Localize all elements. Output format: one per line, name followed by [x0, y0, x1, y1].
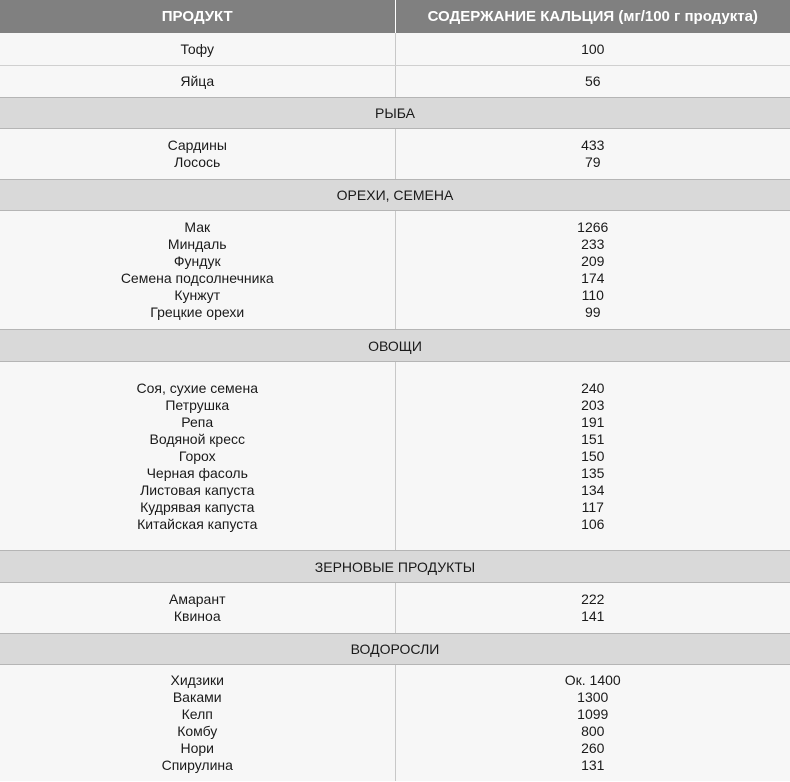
product-name: Миндаль — [167, 236, 227, 252]
product-name: Китайская капуста — [137, 515, 258, 532]
header-calcium: СОДЕРЖАНИЕ КАЛЬЦИЯ (мг/100 г продукта) — [427, 8, 758, 25]
table-row — [0, 66, 790, 97]
calcium-value: 1266 — [577, 219, 609, 235]
calcium-value: 117 — [581, 498, 604, 515]
section-group — [0, 211, 790, 329]
product-name: Кунжут — [174, 287, 221, 303]
calcium-value: 233 — [581, 236, 605, 252]
calcium-value: Ок. 1400 — [564, 672, 621, 688]
section-header: ОРЕХИ, СЕМЕНА — [0, 179, 790, 211]
calcium-value: 131 — [581, 757, 605, 773]
calcium-value: 1099 — [577, 706, 609, 722]
header-product: ПРОДУКТ — [0, 0, 396, 33]
section-group — [0, 665, 790, 781]
calcium-value: 99 — [584, 304, 601, 320]
calcium-value: 203 — [581, 396, 605, 413]
product-name: Тофу — [180, 40, 215, 57]
section-header: ОВОЩИ — [0, 329, 790, 362]
calcium-value: 191 — [581, 413, 605, 430]
product-name: Ваками — [172, 689, 222, 705]
product-name: Спирулина — [161, 757, 233, 773]
product-name: Мак — [184, 219, 211, 235]
calcium-value: 151 — [581, 430, 605, 447]
product-name: Фундук — [173, 253, 221, 269]
product-name: Грецкие орехи — [150, 304, 245, 320]
product-name: Хидзики — [170, 672, 224, 688]
calcium-value: 260 — [581, 740, 605, 756]
calcium-value: 135 — [581, 464, 605, 481]
product-name: Амарант — [169, 591, 226, 607]
calcium-value: 240 — [581, 379, 605, 396]
calcium-value: 800 — [581, 723, 605, 739]
calcium-value: 209 — [581, 253, 605, 269]
calcium-value: 433 — [581, 137, 605, 153]
calcium-value: 150 — [581, 447, 605, 464]
table-row — [0, 33, 790, 65]
product-name: Соя, сухие семена — [136, 379, 258, 396]
product-name: Квиноа — [173, 608, 221, 624]
section-header: ЗЕРНОВЫЕ ПРОДУКТЫ — [0, 550, 790, 583]
product-name: Яйца — [180, 73, 215, 89]
product-name: Комбу — [177, 723, 218, 739]
product-name: Семена подсолнечника — [120, 270, 274, 286]
calcium-value: 110 — [581, 287, 604, 303]
product-name: Лосось — [174, 154, 221, 170]
calcium-value: 141 — [581, 608, 605, 624]
product-name: Водяной кресс — [149, 430, 245, 447]
product-name: Репа — [181, 413, 214, 430]
calcium-value: 1300 — [577, 689, 609, 705]
calcium-value: 222 — [581, 591, 605, 607]
product-name: Петрушка — [165, 396, 230, 413]
product-name: Нори — [180, 740, 214, 756]
section-group — [0, 362, 790, 550]
calcium-value: 56 — [584, 73, 601, 89]
product-name: Черная фасоль — [146, 464, 248, 481]
product-name: Сардины — [167, 137, 227, 153]
product-name: Келп — [181, 706, 213, 722]
section-header: ВОДОРОСЛИ — [0, 633, 790, 665]
table-header — [0, 0, 790, 33]
calcium-value: 100 — [581, 40, 605, 57]
calcium-value: 79 — [584, 154, 601, 170]
calcium-value: 174 — [581, 270, 605, 286]
product-name: Горох — [178, 447, 216, 464]
section-header: РЫБА — [0, 97, 790, 129]
product-name: Кудрявая капуста — [140, 498, 255, 515]
section-group — [0, 583, 790, 633]
calcium-value: 106 — [581, 515, 605, 532]
section-group — [0, 129, 790, 179]
product-name: Листовая капуста — [140, 481, 255, 498]
calcium-value: 134 — [581, 481, 605, 498]
